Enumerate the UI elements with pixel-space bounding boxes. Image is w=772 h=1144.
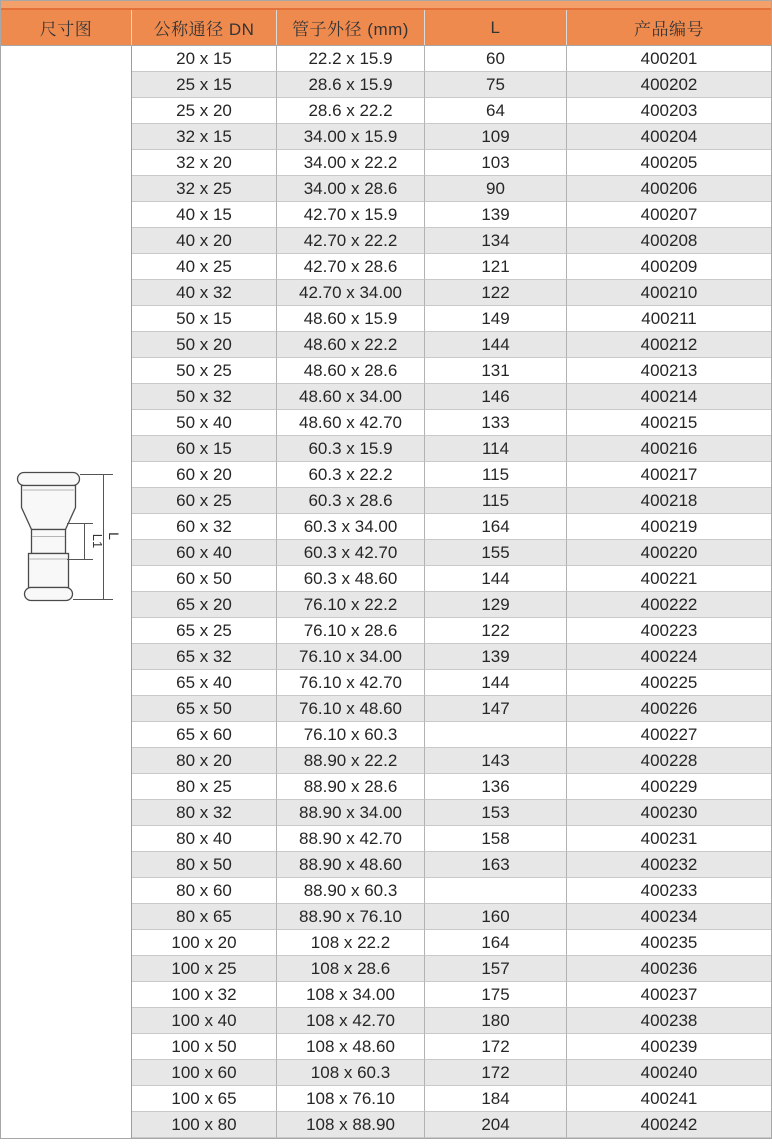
dim-label-overall: L — [106, 532, 122, 540]
cell-l: 147 — [425, 696, 567, 722]
cell-dn: 60 x 50 — [132, 566, 277, 592]
cell-code: 400210 — [567, 280, 771, 306]
cell-od: 48.60 x 34.00 — [277, 384, 425, 410]
cell-code: 400208 — [567, 228, 771, 254]
cell-code: 400223 — [567, 618, 771, 644]
cell-l: 184 — [425, 1086, 567, 1112]
cell-od: 48.60 x 15.9 — [277, 306, 425, 332]
cell-code: 400206 — [567, 176, 771, 202]
cell-l: 114 — [425, 436, 567, 462]
cell-code: 400234 — [567, 904, 771, 930]
cell-code: 400215 — [567, 410, 771, 436]
cell-od: 108 x 42.70 — [277, 1008, 425, 1034]
dim-label-inner: L1 — [90, 533, 105, 549]
cell-code: 400236 — [567, 956, 771, 982]
cell-od: 60.3 x 22.2 — [277, 462, 425, 488]
header-cell-l: L — [425, 10, 567, 45]
cell-dn: 80 x 40 — [132, 826, 277, 852]
cell-l: 163 — [425, 852, 567, 878]
cell-od: 108 x 22.2 — [277, 930, 425, 956]
cell-code: 400240 — [567, 1060, 771, 1086]
cell-l: 131 — [425, 358, 567, 384]
cell-l: 160 — [425, 904, 567, 930]
cell-code: 400211 — [567, 306, 771, 332]
cell-dn: 50 x 32 — [132, 384, 277, 410]
cell-code: 400207 — [567, 202, 771, 228]
cell-code: 400224 — [567, 644, 771, 670]
cell-dn: 65 x 20 — [132, 592, 277, 618]
cell-od: 60.3 x 15.9 — [277, 436, 425, 462]
cell-code: 400219 — [567, 514, 771, 540]
cell-code: 400212 — [567, 332, 771, 358]
cell-code: 400221 — [567, 566, 771, 592]
fitting-diagram — [1, 466, 131, 626]
cell-code: 400242 — [567, 1112, 771, 1138]
cell-l: 157 — [425, 956, 567, 982]
cell-dn: 32 x 15 — [132, 124, 277, 150]
cell-l: 144 — [425, 670, 567, 696]
cell-l: 122 — [425, 618, 567, 644]
cell-dn: 25 x 15 — [132, 72, 277, 98]
cell-dn: 60 x 32 — [132, 514, 277, 540]
cell-l: 115 — [425, 488, 567, 514]
cell-l: 144 — [425, 566, 567, 592]
fitting-top-rim — [18, 473, 80, 486]
cell-code: 400226 — [567, 696, 771, 722]
cell-code: 400231 — [567, 826, 771, 852]
cell-dn: 32 x 25 — [132, 176, 277, 202]
cell-dn: 80 x 20 — [132, 748, 277, 774]
cell-l: 136 — [425, 774, 567, 800]
cell-dn: 100 x 50 — [132, 1034, 277, 1060]
cell-code: 400238 — [567, 1008, 771, 1034]
cell-od: 108 x 48.60 — [277, 1034, 425, 1060]
cell-l: 115 — [425, 462, 567, 488]
cell-code: 400237 — [567, 982, 771, 1008]
cell-od: 60.3 x 34.00 — [277, 514, 425, 540]
cell-od: 60.3 x 48.60 — [277, 566, 425, 592]
cell-dn: 100 x 65 — [132, 1086, 277, 1112]
cell-dn: 50 x 15 — [132, 306, 277, 332]
cell-code: 400233 — [567, 878, 771, 904]
cell-dn: 100 x 20 — [132, 930, 277, 956]
cell-od: 42.70 x 15.9 — [277, 202, 425, 228]
cell-od: 60.3 x 28.6 — [277, 488, 425, 514]
header-row — [1, 10, 771, 46]
header-cell-od: 管子外径 (mm) — [277, 10, 425, 45]
cell-od: 76.10 x 48.60 — [277, 696, 425, 722]
cell-l: 172 — [425, 1060, 567, 1086]
fitting-upper-body — [22, 486, 76, 530]
cell-dn: 80 x 65 — [132, 904, 277, 930]
cell-l: 204 — [425, 1112, 567, 1138]
cell-l: 75 — [425, 72, 567, 98]
cell-dn: 65 x 25 — [132, 618, 277, 644]
cell-code: 400202 — [567, 72, 771, 98]
cell-od: 88.90 x 22.2 — [277, 748, 425, 774]
cell-l — [425, 722, 567, 748]
cell-od: 60.3 x 42.70 — [277, 540, 425, 566]
cell-l: 146 — [425, 384, 567, 410]
cell-dn: 65 x 40 — [132, 670, 277, 696]
cell-dn: 60 x 40 — [132, 540, 277, 566]
header-cell-code: 产品编号 — [634, 20, 704, 39]
cell-od: 28.6 x 15.9 — [277, 72, 425, 98]
cell-od: 88.90 x 34.00 — [277, 800, 425, 826]
cell-dn: 65 x 60 — [132, 722, 277, 748]
cell-od: 76.10 x 60.3 — [277, 722, 425, 748]
cell-code: 400230 — [567, 800, 771, 826]
cell-od: 88.90 x 28.6 — [277, 774, 425, 800]
cell-od: 88.90 x 42.70 — [277, 826, 425, 852]
cell-od: 22.2 x 15.9 — [277, 46, 425, 72]
cell-code: 400239 — [567, 1034, 771, 1060]
cell-l: 164 — [425, 930, 567, 956]
header-cell-diagram: 尺寸图 — [1, 10, 132, 45]
cell-code: 400213 — [567, 358, 771, 384]
cell-od: 88.90 x 76.10 — [277, 904, 425, 930]
cell-od: 108 x 88.90 — [277, 1112, 425, 1138]
cell-od: 108 x 76.10 — [277, 1086, 425, 1112]
cell-dn: 100 x 80 — [132, 1112, 277, 1138]
cell-l: 175 — [425, 982, 567, 1008]
cell-dn: 80 x 60 — [132, 878, 277, 904]
cell-od: 48.60 x 28.6 — [277, 358, 425, 384]
cell-l: 121 — [425, 254, 567, 280]
cell-code: 400229 — [567, 774, 771, 800]
cell-od: 42.70 x 34.00 — [277, 280, 425, 306]
header-top-strip — [1, 1, 771, 10]
cell-code: 400204 — [567, 124, 771, 150]
cell-od: 48.60 x 22.2 — [277, 332, 425, 358]
cell-od: 76.10 x 34.00 — [277, 644, 425, 670]
cell-dn: 60 x 15 — [132, 436, 277, 462]
cell-dn: 40 x 20 — [132, 228, 277, 254]
cell-od: 34.00 x 22.2 — [277, 150, 425, 176]
cell-code: 400209 — [567, 254, 771, 280]
cell-od: 48.60 x 42.70 — [277, 410, 425, 436]
cell-dn: 60 x 20 — [132, 462, 277, 488]
cell-l: 109 — [425, 124, 567, 150]
cell-l: 158 — [425, 826, 567, 852]
cell-dn: 20 x 15 — [132, 46, 277, 72]
cell-dn: 65 x 50 — [132, 696, 277, 722]
cell-l: 90 — [425, 176, 567, 202]
cell-l: 143 — [425, 748, 567, 774]
fitting-neck — [32, 530, 66, 554]
cell-dn: 80 x 25 — [132, 774, 277, 800]
cell-od: 108 x 60.3 — [277, 1060, 425, 1086]
cell-l: 133 — [425, 410, 567, 436]
cell-code: 400218 — [567, 488, 771, 514]
cell-od: 76.10 x 28.6 — [277, 618, 425, 644]
header-cell-dn: 公称通径 DN — [132, 10, 277, 45]
cell-od: 34.00 x 28.6 — [277, 176, 425, 202]
cell-code: 400232 — [567, 852, 771, 878]
cell-l: 139 — [425, 644, 567, 670]
cell-code: 400205 — [567, 150, 771, 176]
cell-dn: 40 x 32 — [132, 280, 277, 306]
cell-code: 400216 — [567, 436, 771, 462]
cell-code: 400225 — [567, 670, 771, 696]
cell-dn: 40 x 25 — [132, 254, 277, 280]
cell-code: 400201 — [567, 46, 771, 72]
table-body — [1, 46, 771, 1138]
cell-code: 400214 — [567, 384, 771, 410]
cell-l: 64 — [425, 98, 567, 124]
cell-code: 400222 — [567, 592, 771, 618]
cell-l: 144 — [425, 332, 567, 358]
cell-code: 400228 — [567, 748, 771, 774]
cell-l — [425, 878, 567, 904]
cell-dn: 100 x 32 — [132, 982, 277, 1008]
cell-od: 28.6 x 22.2 — [277, 98, 425, 124]
cell-od: 108 x 28.6 — [277, 956, 425, 982]
cell-dn: 100 x 60 — [132, 1060, 277, 1086]
cell-l: 60 — [425, 46, 567, 72]
cell-l: 134 — [425, 228, 567, 254]
cell-dn: 50 x 25 — [132, 358, 277, 384]
cell-dn: 100 x 25 — [132, 956, 277, 982]
cell-code: 400227 — [567, 722, 771, 748]
cell-od: 88.90 x 48.60 — [277, 852, 425, 878]
cell-code: 400241 — [567, 1086, 771, 1112]
cell-l: 153 — [425, 800, 567, 826]
cell-dn: 50 x 20 — [132, 332, 277, 358]
cell-dn: 32 x 20 — [132, 150, 277, 176]
cell-od: 88.90 x 60.3 — [277, 878, 425, 904]
cell-l: 129 — [425, 592, 567, 618]
cell-l: 164 — [425, 514, 567, 540]
cell-dn: 80 x 50 — [132, 852, 277, 878]
cell-od: 76.10 x 22.2 — [277, 592, 425, 618]
cell-code: 400203 — [567, 98, 771, 124]
fitting-bottom-rim — [25, 588, 73, 601]
cell-code: 400220 — [567, 540, 771, 566]
cell-l: 103 — [425, 150, 567, 176]
cell-od: 42.70 x 22.2 — [277, 228, 425, 254]
cell-dn: 25 x 20 — [132, 98, 277, 124]
cell-dn: 100 x 40 — [132, 1008, 277, 1034]
cell-dn: 50 x 40 — [132, 410, 277, 436]
diagram-cell — [1, 46, 132, 1138]
cell-dn: 65 x 32 — [132, 644, 277, 670]
cell-od: 108 x 34.00 — [277, 982, 425, 1008]
cell-dn: 80 x 32 — [132, 800, 277, 826]
cell-l: 139 — [425, 202, 567, 228]
cell-code: 400235 — [567, 930, 771, 956]
cell-l: 180 — [425, 1008, 567, 1034]
cell-od: 34.00 x 15.9 — [277, 124, 425, 150]
cell-od: 76.10 x 42.70 — [277, 670, 425, 696]
cell-dn: 40 x 15 — [132, 202, 277, 228]
cell-od: 42.70 x 28.6 — [277, 254, 425, 280]
cell-dn: 60 x 25 — [132, 488, 277, 514]
cell-code: 400217 — [567, 462, 771, 488]
cell-l: 122 — [425, 280, 567, 306]
cell-l: 149 — [425, 306, 567, 332]
cell-l: 172 — [425, 1034, 567, 1060]
cell-l: 155 — [425, 540, 567, 566]
